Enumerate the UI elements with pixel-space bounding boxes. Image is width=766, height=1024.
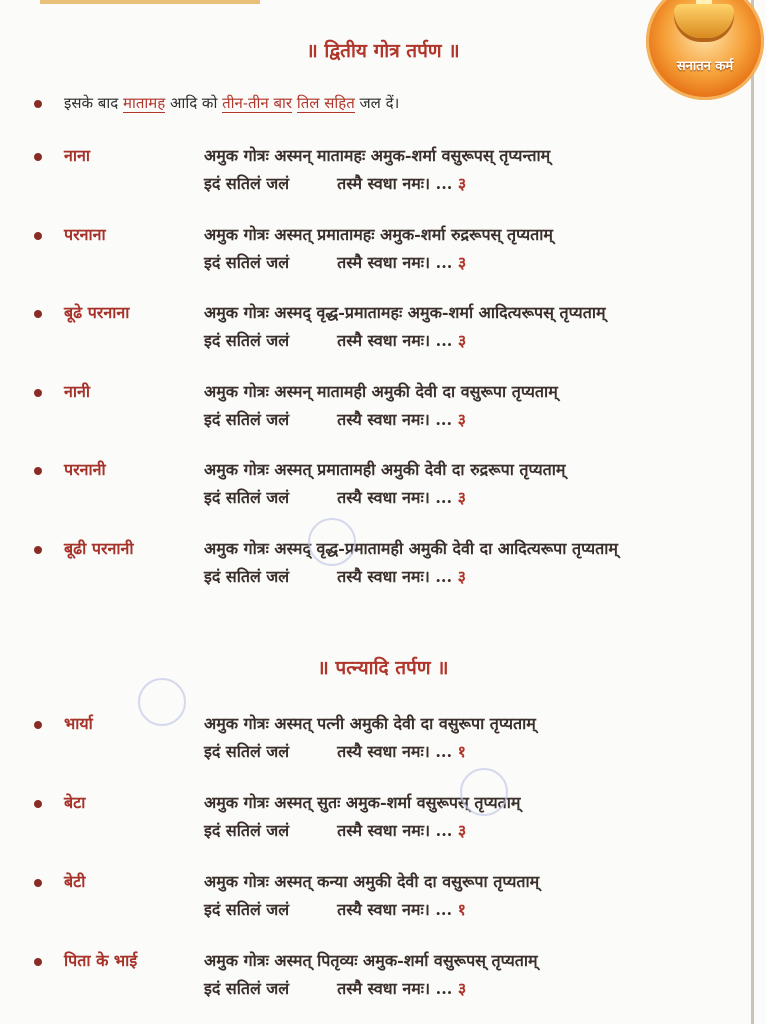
bullet [34,958,42,966]
repeat-count: ३ [457,252,467,272]
offering-text: इदं सतिलं जलं [204,252,290,272]
top-strip [40,0,260,4]
swadha-text: तस्यै स्वधा नमः। ... [337,488,453,507]
kalash-icon [674,4,734,38]
mantra-line-2 [204,251,466,273]
bullet [34,546,42,554]
intro-text: आदि को [165,94,223,112]
mantra-line: अमुक गोत्रः अस्मत् प्रमातामहः अमुक-शर्मा रुद्ररूपस् तृप्यताम् [204,224,553,244]
bullet [34,467,42,475]
mantra-line-2 [204,819,466,841]
mantra-line: अमुक गोत्रः अस्मत् प्रमातामही अमुकी देवी दा रुद्ररूपा तृप्यताम् [204,460,566,479]
mantra-line-2 [204,329,466,351]
logo-text: सनातन कर्म [676,59,734,74]
intro-underlined: मातामह [122,94,166,112]
repeat-count: ३ [457,331,467,350]
bullet [34,389,42,397]
relation-label: नानी [64,381,91,401]
mantra-line-2 [204,565,466,587]
swadha-text: तस्मै स्वधा नमः। ... [337,821,453,840]
relation-label: बेटा [64,793,86,812]
swadha-text: तस्यै स्वधा नमः। ... [337,409,453,429]
offering-text: इदं सतिलं जलं [204,409,290,429]
repeat-count: १ [457,900,466,919]
swadha-text: तस्मै स्वधा नमः। ... [337,174,453,193]
mantra-line: अमुक गोत्रः अस्मत् कन्या अमुकी देवी दा वसुरूपा तृप्यताम् [204,872,540,891]
offering-text: इदं सतिलं जलं [204,331,290,350]
bullet [34,879,42,887]
intro-text: इसके बाद [64,94,123,112]
intro-underlined: तिल सहित [296,94,355,112]
mantra-line: अमुक गोत्रः अस्मत् पितृव्यः अमुक-शर्मा वसुरूपस् तृप्यताम् [204,951,538,970]
touch-indicator [308,518,356,566]
mantra-line: अमुक गोत्रः अस्मन् मातामहः अमुक-शर्मा वसुरूपस् तृप्यन्ताम् [204,146,551,165]
mantra-line-2 [204,898,466,920]
bullet [34,100,42,108]
mantra-line-2 [204,740,466,762]
touch-indicator [138,678,186,726]
offering-text: इदं सतिलं जलं [204,742,290,761]
repeat-count: ३ [457,488,466,507]
bullet [34,232,42,240]
repeat-count: १ [457,742,466,761]
bullet [34,721,42,729]
relation-label: परनाना [64,224,106,244]
mantra-line-2 [204,408,466,430]
offering-text: इदं सतिलं जलं [204,174,290,193]
relation-label: परनानी [64,460,106,479]
swadha-text: तस्मै स्वधा नमः। ... [337,979,453,998]
bullet [34,800,42,808]
repeat-count: ३ [457,409,466,429]
intro-text: जल दें। [354,94,400,112]
swadha-text: तस्मै स्वधा नमः। ... [337,331,453,350]
bullet [34,153,42,161]
mantra-line-2 [204,172,466,194]
section-heading-patnyadi: ॥ पत्न्यादि तर्पण ॥ [317,657,449,679]
swadha-text: तस्यै स्वधा नमः। ... [337,900,453,919]
offering-text: इदं सतिलं जलं [204,821,290,840]
mantra-line: अमुक गोत्रः अस्मत् पत्नी अमुकी देवी दा वसुरूपा तृप्यताम् [204,714,536,733]
relation-label: बेटी [64,872,86,891]
relation-label: पिता के भाई [64,951,138,970]
repeat-count: ३ [457,821,467,840]
offering-text: इदं सतिलं जलं [204,566,290,586]
relation-label: नाना [64,146,91,165]
swadha-text: तस्यै स्वधा नमः। ... [337,566,453,586]
repeat-count: ३ [457,979,467,998]
offering-text: इदं सतिलं जलं [204,488,290,507]
swadha-text: तस्मै स्वधा नमः। ... [337,252,453,272]
page-border [751,0,754,1024]
relation-label: बूढी परनानी [64,538,134,558]
section-heading-dwitiya-gotra: ॥ द्वितीय गोत्र तर्पण ॥ [306,40,460,62]
relation-label: बूढे परनाना [64,303,130,322]
mantra-line: अमुक गोत्रः अस्मत् सुतः अमुक-शर्मा वसुरूपस् तृप्यताम् [204,793,521,812]
bullet [34,310,42,318]
mantra-line: अमुक गोत्रः अस्मन् मातामही अमुकी देवी दा वसुरूपा तृप्यताम् [204,381,558,401]
offering-text: इदं सतिलं जलं [204,900,290,919]
mantra-line-2 [204,486,466,508]
mantra-line: अमुक गोत्रः अस्मद् वृद्ध-प्रमातामही अमुकी देवी दा आदित्यरूपा तृप्यताम् [204,538,619,558]
touch-indicator [460,768,508,816]
mantra-line: अमुक गोत्रः अस्मद् वृद्ध-प्रमातामहः अमुक-शर्मा आदित्यरूपस् तृप्यताम् [204,303,606,322]
repeat-count: ३ [457,174,467,193]
repeat-count: ३ [457,566,466,586]
relation-label: भार्या [64,714,93,733]
intro-underlined: तीन-तीन बार [222,94,293,112]
swadha-text: तस्यै स्वधा नमः। ... [337,742,453,761]
offering-text: इदं सतिलं जलं [204,979,290,998]
intro-instruction [64,93,399,113]
mantra-line-2 [204,977,466,999]
